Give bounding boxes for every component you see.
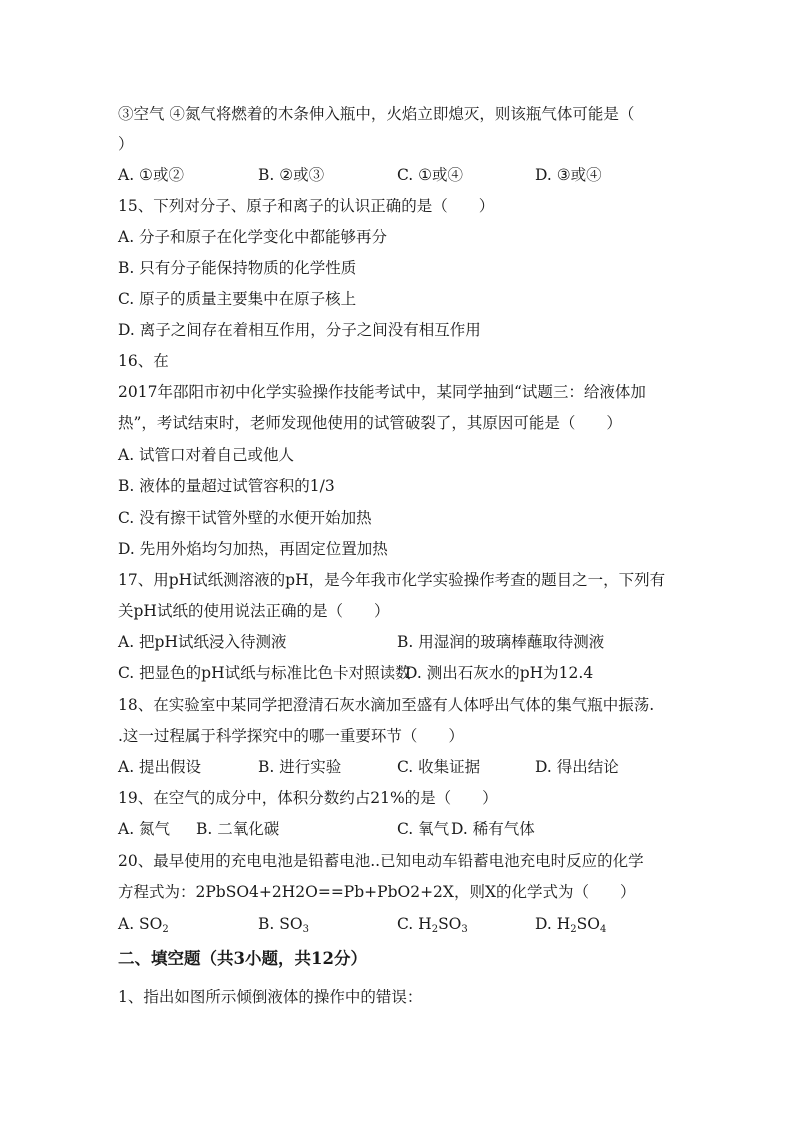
q14-option-d: D. ③或④: [535, 166, 602, 184]
q19-stem: 19、在空气的成分中，体积分数约占21%的是（ ）: [118, 789, 498, 807]
q19-option-a: A. 氮气: [118, 820, 171, 838]
q18-stem-2: .这一过程属于科学探究中的哪一重要环节（ ）: [118, 727, 464, 745]
q14-option-c: C. ①或④: [397, 166, 464, 184]
q19-option-d: D. 稀有气体: [451, 820, 535, 838]
q20-option-a: A. $SO_2$: [118, 915, 169, 935]
q16-stem-3: 热”，考试结束时，老师发现他使用的试管破裂了，其原因可能是（ ）: [118, 414, 622, 432]
q19-option-c: C. 氧气: [397, 820, 450, 838]
q18-option-c: C. 收集证据: [397, 758, 481, 776]
section2-q1-stem: 1、指出如图所示倾倒液体的操作中的错误：: [118, 988, 423, 1006]
q16-option-a: A. 试管口对着自己或他人: [118, 446, 295, 464]
q20-stem-2: 方程式为：2PbSO4+2H2O==Pb+PbO2+2X，则X的化学式为（ ）: [118, 883, 636, 901]
q15-option-b: B. 只有分子能保持物质的化学性质: [118, 259, 357, 277]
q18-option-b: B. 进行实验: [258, 758, 342, 776]
q20-option-b: B. $SO_3$: [258, 915, 309, 935]
q20-option-c: C. $H_2SO_3$: [397, 915, 468, 935]
q16-option-b: B. 液体的量超过试管容积的1/3: [118, 477, 335, 495]
q17-option-c: C. 把显色的pH试纸与标准比色卡对照读数: [118, 664, 411, 682]
q15-option-c: C. 原子的质量主要集中在原子核上: [118, 290, 357, 308]
q17-stem-1: 17、用pH试纸测溶液的pH，是今年我市化学实验操作考查的题目之一，下列有: [118, 571, 666, 589]
q16-stem-1: 16、在: [118, 352, 169, 370]
q15-stem: 15、下列对分子、原子和离子的认识正确的是（ ）: [118, 197, 495, 215]
q18-option-d: D. 得出结论: [535, 758, 619, 776]
q14-stem: ③空气 ④氮气将燃着的木条伸入瓶中，火焰立即熄灭，则该瓶气体可能是（: [118, 105, 635, 123]
q20-option-d: D. $H_2SO_4$: [535, 915, 607, 935]
q14-stem-close: ）: [118, 135, 134, 153]
q19-option-b: B. 二氧化碳: [196, 820, 280, 838]
q16-option-d: D. 先用外焰均匀加热，再固定位置加热: [118, 540, 388, 558]
q16-stem-2: 2017年邵阳市初中化学实验操作技能考试中，某同学抽到“试题三：给液体加: [118, 383, 646, 401]
q17-option-d: D. 测出石灰水的pH为12.4: [405, 664, 594, 682]
q17-option-b: B. 用湿润的玻璃棒蘸取待测液: [397, 633, 605, 651]
q17-stem-2: 关pH试纸的使用说法正确的是（ ）: [118, 602, 390, 620]
q15-option-d: D. 离子之间存在着相互作用，分子之间没有相互作用: [118, 321, 481, 339]
q18-stem-1: 18、在实验室中某同学把澄清石灰水滴加至盛有人体呼出气体的集气瓶中振荡.: [118, 696, 655, 714]
q14-option-a: A. ①或②: [118, 166, 184, 184]
section-heading-fill-in: 二、填空题（共3小题，共12分）: [118, 949, 367, 968]
q16-option-c: C. 没有擦干试管外壁的水便开始加热: [118, 509, 372, 527]
q14-option-b: B. ②或③: [258, 166, 325, 184]
q20-stem-1: 20、最早使用的充电电池是铅蓄电池..已知电动车铅蓄电池充电时反应的化学: [118, 852, 644, 870]
q18-option-a: A. 提出假设: [118, 758, 202, 776]
q17-option-a: A. 把pH试纸浸入待测液: [118, 633, 287, 651]
q15-option-a: A. 分子和原子在化学变化中都能够再分: [118, 228, 388, 246]
